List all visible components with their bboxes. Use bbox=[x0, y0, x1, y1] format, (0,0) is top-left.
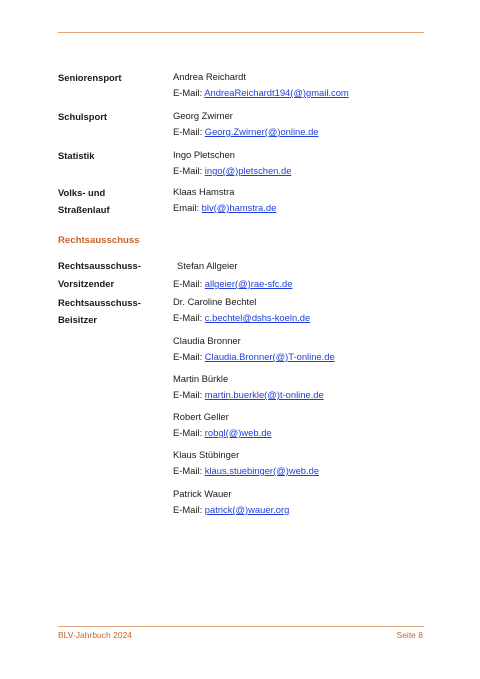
email-prefix: E-Mail: bbox=[173, 278, 205, 289]
entry-contact bbox=[173, 184, 276, 216]
contact-email-line bbox=[173, 387, 324, 403]
assessor-contact bbox=[173, 294, 310, 326]
assessor-contact bbox=[173, 333, 335, 365]
contact-name: Patrick Wauer bbox=[173, 488, 232, 499]
contact-name: Klaas Hamstra bbox=[173, 186, 235, 197]
email-link[interactable]: klaus.stuebinger(@)web.de bbox=[204, 465, 320, 476]
contact-name: Georg Zwirner bbox=[173, 110, 233, 121]
entry-label: Schulsport bbox=[58, 111, 107, 122]
assessor-contact bbox=[173, 447, 319, 479]
entry-label bbox=[58, 257, 141, 293]
entry-contact bbox=[173, 147, 291, 179]
email-link[interactable]: ingo(@)pletschen.de bbox=[204, 165, 292, 176]
header-rule bbox=[58, 32, 424, 33]
email-prefix: E-Mail: bbox=[173, 351, 205, 362]
entry-label-line1: Rechtsausschuss- bbox=[58, 297, 141, 308]
email-link[interactable]: robgl(@)web.de bbox=[204, 427, 272, 438]
page-number: Seite 8 bbox=[396, 630, 423, 640]
entry-contact bbox=[173, 108, 319, 140]
footer-rule bbox=[58, 626, 424, 627]
email-link[interactable]: AndreaReichardt194(@)gmail.com bbox=[204, 87, 349, 98]
contact-email-line bbox=[173, 310, 310, 326]
footer-title: BLV-Jahrbuch 2024 bbox=[58, 630, 133, 640]
contact-name: Stefan Allgeier bbox=[177, 260, 238, 271]
entry-label bbox=[58, 184, 110, 218]
contact-email-line bbox=[173, 502, 289, 518]
contact-name: Martin Bürkle bbox=[173, 373, 229, 384]
entry-label-line2: Beisitzer bbox=[58, 314, 98, 325]
contact-email-line bbox=[173, 124, 319, 140]
entry-label-line2: Vorsitzender bbox=[58, 278, 115, 289]
entry-contact bbox=[173, 69, 349, 101]
contact-name: Robert Geller bbox=[173, 411, 229, 422]
contact-email-line bbox=[173, 163, 291, 179]
entry-label-line1: Rechtsausschuss- bbox=[58, 260, 141, 271]
section-heading: Rechtsausschuss bbox=[58, 235, 140, 246]
contact-email-line bbox=[173, 275, 292, 293]
contact-name: Klaus Stübinger bbox=[173, 449, 240, 460]
contact-email-line bbox=[173, 200, 276, 216]
contact-email-line bbox=[173, 85, 349, 101]
email-prefix: E-Mail: bbox=[173, 427, 205, 438]
contact-name: Ingo Pletschen bbox=[173, 149, 236, 160]
contact-name: Dr. Caroline Bechtel bbox=[173, 296, 257, 307]
email-prefix: E-Mail: bbox=[173, 465, 205, 476]
entry-label: Seniorensport bbox=[58, 72, 122, 83]
email-prefix: Email: bbox=[173, 202, 202, 213]
email-link[interactable]: allgeier(@)rae-sfc.de bbox=[204, 278, 293, 289]
entry-label bbox=[58, 294, 141, 328]
email-link[interactable]: patrick(@)wauer.org bbox=[204, 504, 290, 515]
email-prefix: E-Mail: bbox=[173, 87, 205, 98]
entry-label: Statistik bbox=[58, 150, 95, 161]
email-prefix: E-Mail: bbox=[173, 126, 205, 137]
contact-name: Claudia Bronner bbox=[173, 335, 241, 346]
assessor-contact bbox=[173, 371, 324, 403]
assessor-contact bbox=[173, 486, 289, 518]
email-link[interactable]: Georg.Zwirner(@)online.de bbox=[204, 126, 319, 137]
email-link[interactable]: martin.buerkle(@)t-online.de bbox=[204, 389, 324, 400]
email-link[interactable]: c.bechtel@dshs-koeln.de bbox=[204, 312, 311, 323]
email-prefix: E-Mail: bbox=[173, 389, 205, 400]
assessor-contact bbox=[173, 409, 272, 441]
email-prefix: E-Mail: bbox=[173, 312, 205, 323]
email-prefix: E-Mail: bbox=[173, 165, 205, 176]
contact-email-line bbox=[173, 425, 272, 441]
email-link[interactable]: Claudia.Bronner(@)T-online.de bbox=[204, 351, 335, 362]
entry-contact bbox=[173, 257, 292, 293]
contact-name: Andrea Reichardt bbox=[173, 71, 246, 82]
contact-email-line bbox=[173, 463, 319, 479]
entry-label-line2: Straßenlauf bbox=[58, 204, 110, 215]
email-prefix: E-Mail: bbox=[173, 504, 205, 515]
entry-label-line1: Volks- und bbox=[58, 187, 106, 198]
contact-email-line bbox=[173, 349, 335, 365]
email-link[interactable]: blv(@)hamstra.de bbox=[201, 202, 277, 213]
